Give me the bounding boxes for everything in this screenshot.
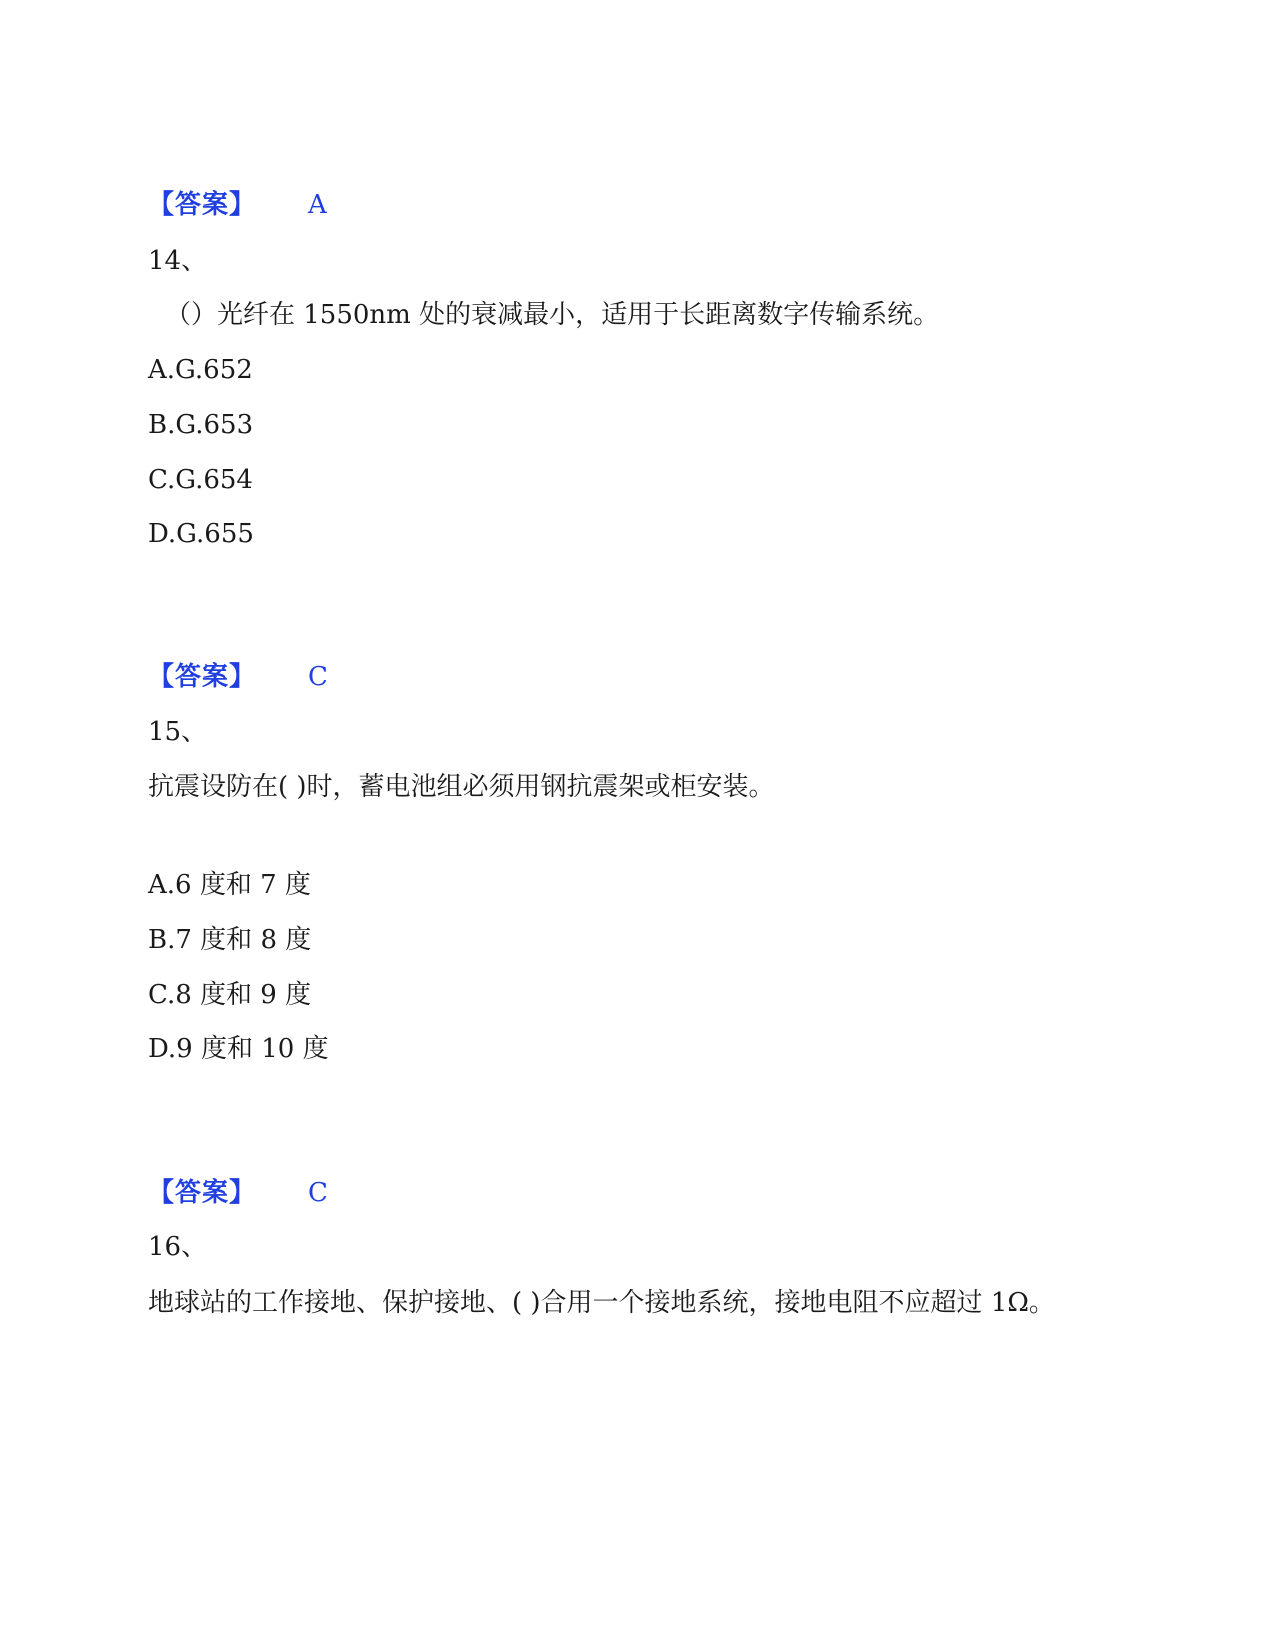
option-b: B.G.653	[148, 410, 254, 440]
answer-line	[148, 1176, 328, 1210]
answer-value: C	[308, 662, 328, 692]
question-stem: 地球站的工作接地、保护接地、( )合用一个接地系统，接地电阻不应超过 1Ω。	[148, 1288, 1055, 1318]
answer-value: C	[308, 1178, 328, 1208]
question-number: 15、	[148, 717, 208, 747]
question-number: 14、	[148, 246, 208, 276]
question-stem: 抗震设防在( )时，蓄电池组必须用钢抗震架或柜安装。	[148, 772, 775, 802]
option-c: C.G.654	[148, 465, 253, 495]
answer-value: A	[308, 190, 327, 220]
question-number: 16、	[148, 1232, 208, 1262]
answer-line	[148, 188, 327, 222]
question-stem: （）光纤在 1550nm 处的衰减最小，适用于长距离数字传输系统。	[165, 300, 940, 330]
answer-label: 【答案】	[148, 190, 257, 220]
option-a: A.G.652	[148, 355, 253, 385]
option-d: D.9 度和 10 度	[148, 1034, 329, 1064]
answer-line	[148, 660, 328, 694]
option-c: C.8 度和 9 度	[148, 980, 312, 1010]
option-a: A.6 度和 7 度	[148, 870, 311, 900]
option-d: D.G.655	[148, 519, 254, 549]
option-b: B.7 度和 8 度	[148, 925, 312, 955]
answer-label: 【答案】	[148, 1178, 257, 1208]
answer-label: 【答案】	[148, 662, 257, 692]
